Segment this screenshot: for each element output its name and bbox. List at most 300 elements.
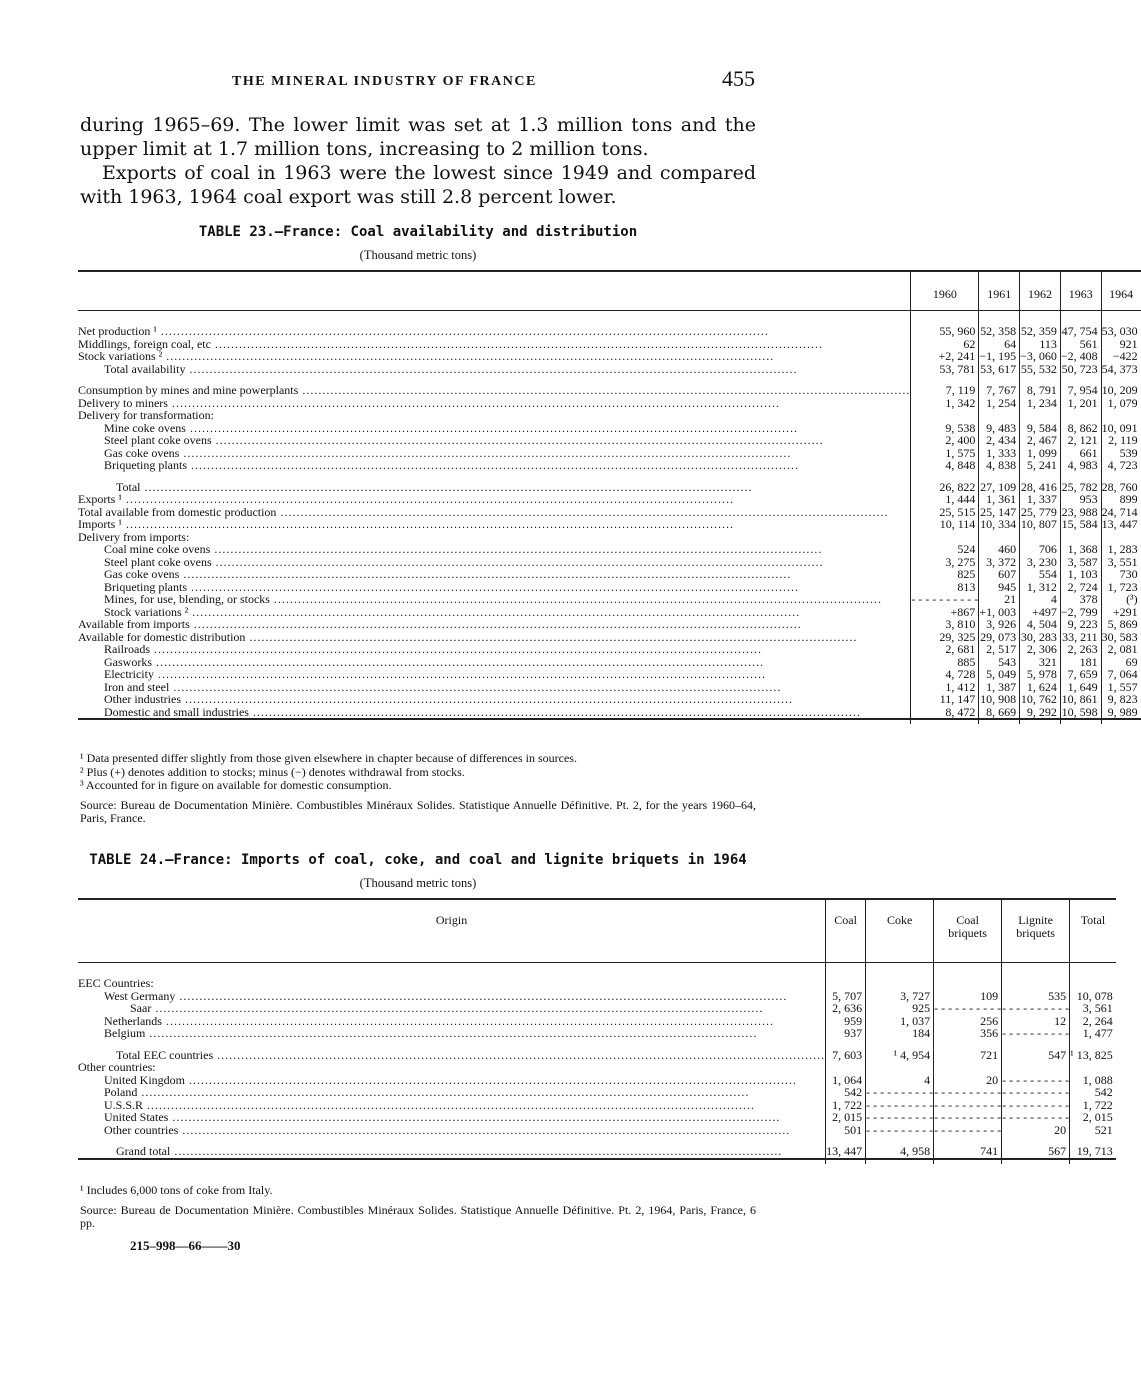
- table-cell: 4, 504: [1020, 618, 1061, 631]
- table-cell: 3, 587: [1060, 556, 1101, 569]
- table-row: [78, 1002, 1116, 1015]
- table-cell: 113: [1020, 338, 1061, 351]
- table-cell: 5, 707: [826, 990, 866, 1003]
- empty-cell-rule: - - - - - - - - - -: [1002, 1072, 1070, 1087]
- row-label-text: Delivery from imports:: [78, 529, 190, 544]
- table-cell: 1, 337: [1020, 493, 1061, 506]
- table-cell: 33, 211: [1060, 631, 1101, 644]
- table-cell: −3, 060: [1020, 350, 1061, 363]
- table-header-cell: 1962: [1020, 271, 1061, 311]
- table-row: [78, 706, 1141, 720]
- table-cell: 543: [979, 656, 1020, 669]
- table-cell: 925: [866, 1002, 934, 1015]
- table-header-cell: 1960: [911, 271, 979, 311]
- table-cell: 50, 723: [1060, 363, 1101, 376]
- table-cell: 13, 447: [1101, 518, 1141, 531]
- table-cell: 1, 723: [1101, 581, 1141, 594]
- table-cell: 3, 275: [911, 556, 979, 569]
- table-24-notes: [80, 1184, 756, 1231]
- table-cell: 23, 988: [1060, 506, 1101, 519]
- row-label-text: Total availability .....: [78, 363, 910, 376]
- table-row: [78, 618, 1141, 631]
- row-label-text: Other countries .....: [78, 1124, 825, 1137]
- table-cell: [866, 1061, 934, 1074]
- table-row: [78, 1027, 1116, 1040]
- empty-cell-rule: - - - - - - - - - -: [1002, 1085, 1070, 1099]
- table-cell: 29, 073: [979, 631, 1020, 644]
- table-cell: 10, 908: [979, 693, 1020, 706]
- table-cell: 4, 838: [979, 459, 1020, 472]
- table-cell: 730: [1101, 568, 1141, 581]
- table-cell: 945: [979, 581, 1020, 594]
- table-cell: 4, 723: [1101, 459, 1141, 472]
- table-cell: 8, 669: [979, 706, 1020, 720]
- table-cell: 1, 103: [1060, 568, 1101, 581]
- empty-cell-rule: - - - - - - - - - -: [934, 1085, 1002, 1099]
- table-cell: 2, 517: [979, 643, 1020, 656]
- table-cell: 356: [934, 1027, 1002, 1040]
- table-row: [78, 977, 1116, 990]
- row-label: [78, 593, 911, 606]
- table-cell: 542: [826, 1086, 866, 1099]
- table-cell: 542: [1070, 1086, 1116, 1099]
- table-row: [78, 1049, 1116, 1062]
- table-cell: 1, 444: [911, 493, 979, 506]
- table-header-cell: [78, 271, 911, 311]
- table-cell: 9, 292: [1020, 706, 1061, 720]
- table-cell: 1, 333: [979, 447, 1020, 460]
- footnote: ³ Accounted for in figure on available for domestic consumption.: [80, 778, 392, 792]
- table-row: [78, 693, 1141, 706]
- table-cell: 109: [934, 990, 1002, 1003]
- table-cell: 10, 091: [1101, 422, 1141, 435]
- table-cell: [934, 977, 1002, 990]
- row-label-text: Steel plant coke ovens .....: [78, 556, 910, 569]
- table-cell: −2, 799: [1060, 606, 1101, 619]
- table-cell: 953: [1060, 493, 1101, 506]
- table-cell: 378: [1060, 593, 1101, 606]
- table-cell: 2, 015: [826, 1111, 866, 1124]
- table-cell: [934, 1061, 1002, 1074]
- table-cell: [826, 977, 866, 990]
- table-cell: 8, 791: [1020, 384, 1061, 397]
- row-label-text: Steel plant coke ovens .....: [78, 434, 910, 447]
- table-cell: 10, 598: [1060, 706, 1101, 720]
- empty-cell-rule: - - - - - - - - - -: [934, 1110, 1002, 1124]
- table-cell: 5, 978: [1020, 668, 1061, 681]
- table-cell: 28, 416: [1020, 481, 1061, 494]
- table-cell: 524: [911, 543, 979, 556]
- row-label: [78, 977, 826, 990]
- table-cell: 13, 447: [826, 1145, 866, 1159]
- table-row: [78, 363, 1141, 376]
- table-cell: 460: [979, 543, 1020, 556]
- table-cell: 3, 810: [911, 618, 979, 631]
- table-cell: 2, 724: [1060, 581, 1101, 594]
- table-cell: 3, 926: [979, 618, 1020, 631]
- row-label-text: Gas coke ovens .....: [78, 568, 910, 581]
- row-label-text: Gasworks .....: [78, 656, 910, 669]
- table-row: [78, 543, 1141, 556]
- empty-cell-rule: - - - - - - - - - -: [1002, 1001, 1070, 1015]
- table-cell: 30, 583: [1101, 631, 1141, 644]
- empty-cell-rule: - - - - - - - - - -: [1002, 1097, 1070, 1112]
- table-cell: 53, 781: [911, 363, 979, 376]
- table-row: [78, 1145, 1116, 1159]
- row-label: [78, 459, 911, 472]
- table-cell: 741: [934, 1145, 1002, 1159]
- table-cell: +2, 241: [911, 350, 979, 363]
- table-cell: −1, 195: [979, 350, 1020, 363]
- table-cell: 7, 659: [1060, 668, 1101, 681]
- table-cell: [1002, 1027, 1070, 1040]
- table-header-cell: Coal briquets: [934, 899, 1002, 963]
- row-label: [78, 350, 911, 363]
- table-cell: 53, 030: [1101, 325, 1141, 338]
- table-cell: ¹ 13, 825: [1070, 1049, 1116, 1062]
- table-row: [78, 1124, 1116, 1137]
- table-cell: [934, 1124, 1002, 1137]
- row-label-text: Mine coke ovens .....: [78, 422, 910, 435]
- table-cell: 19, 713: [1070, 1145, 1116, 1159]
- table-cell: 2, 081: [1101, 643, 1141, 656]
- table-cell: 547: [1002, 1049, 1070, 1062]
- table-cell: 535: [1002, 990, 1070, 1003]
- table-header-cell: Total: [1070, 899, 1116, 963]
- table-cell: 9, 989: [1101, 706, 1141, 720]
- table-cell: 30, 283: [1020, 631, 1061, 644]
- row-label: [78, 1061, 826, 1074]
- table-cell: 937: [826, 1027, 866, 1040]
- row-label: [78, 518, 911, 531]
- table-cell: 1, 649: [1060, 681, 1101, 694]
- table-cell: 27, 109: [979, 481, 1020, 494]
- row-label: [78, 409, 911, 422]
- table-cell: 607: [979, 568, 1020, 581]
- table-row: [78, 325, 1141, 338]
- table-cell: 1, 254: [979, 397, 1020, 410]
- row-label: [78, 384, 911, 397]
- table-cell: 7, 767: [979, 384, 1020, 397]
- row-label: [78, 568, 911, 581]
- table-cell: 721: [934, 1049, 1002, 1062]
- table-cell: 62: [911, 338, 979, 351]
- row-label-text: Briqueting plants .....: [78, 459, 910, 472]
- row-label: [78, 363, 911, 376]
- table-row: [78, 350, 1141, 363]
- table-cell: 1, 088: [1070, 1074, 1116, 1087]
- row-label: [78, 668, 911, 681]
- row-label-text: Gas coke ovens .....: [78, 447, 910, 460]
- table-cell: 4, 983: [1060, 459, 1101, 472]
- body-paragraph: Exports of coal in 1963 were the lowest since 1949 and compared with 1963, 1964 coal export was still 2.8 percent lower.: [80, 162, 756, 208]
- empty-cell-rule: - - - - - - - - - -: [866, 1085, 934, 1099]
- table-cell: [1101, 409, 1141, 422]
- empty-cell-rule: - - - - - - - - - -: [866, 1110, 934, 1124]
- row-label-text: Poland .....: [78, 1086, 825, 1099]
- table-cell: 825: [911, 568, 979, 581]
- table-cell: 25, 782: [1060, 481, 1101, 494]
- table-cell: 501: [826, 1124, 866, 1137]
- table-row: [78, 1061, 1116, 1074]
- table-cell: 10, 334: [979, 518, 1020, 531]
- table-cell: 3, 561: [1070, 1002, 1116, 1015]
- row-label-text: Delivery to miners .....: [78, 397, 910, 410]
- row-label-text: Stock variations ² .....: [78, 350, 910, 363]
- table-row: [78, 397, 1141, 410]
- table-23-title: TABLE 23.—France: Coal availability and distribution: [198, 224, 638, 240]
- table-cell: 1, 368: [1060, 543, 1101, 556]
- table-cell: 9, 223: [1060, 618, 1101, 631]
- table-row: [78, 434, 1141, 447]
- table-cell: 1, 342: [911, 397, 979, 410]
- table-cell: 4: [866, 1074, 934, 1087]
- table-cell: 5, 049: [979, 668, 1020, 681]
- print-line: 215–998—66——30: [130, 1238, 241, 1253]
- source-note: Source: Bureau de Documentation Minière. Combustibles Minéraux Solides. Statistique Annuelle Définitive. Pt. 2, 1964, Paris, France, 6 pp.: [80, 1202, 756, 1230]
- table-cell: [1070, 1061, 1116, 1074]
- table-cell: 64: [979, 338, 1020, 351]
- table-cell: 2, 434: [979, 434, 1020, 447]
- row-label-text: Imports ¹ .....: [78, 518, 910, 531]
- table-cell: 7, 603: [826, 1049, 866, 1062]
- table-cell: 921: [1101, 338, 1141, 351]
- table-cell: 9, 538: [911, 422, 979, 435]
- table-cell: +291: [1101, 606, 1141, 619]
- row-label-text: Railroads .....: [78, 643, 910, 656]
- table-cell: 1, 064: [826, 1074, 866, 1087]
- table-cell: 10, 762: [1020, 693, 1061, 706]
- row-label-text: Total available from domestic production .....: [78, 506, 910, 519]
- footnote: ² Plus (+) denotes addition to stocks; minus (−) denotes withdrawal from stocks.: [80, 764, 465, 779]
- table-row: [78, 384, 1141, 397]
- row-label: [78, 1049, 826, 1062]
- table-cell: 10, 209: [1101, 384, 1141, 397]
- empty-cell-rule: - - - - - - - - - -: [911, 592, 979, 606]
- row-label: [78, 1124, 826, 1137]
- table-cell: 706: [1020, 543, 1061, 556]
- table-row: [78, 409, 1141, 422]
- table-cell: 10, 807: [1020, 518, 1061, 531]
- table-cell: 1, 387: [979, 681, 1020, 694]
- row-label-text: Net production ¹ .....: [78, 325, 910, 338]
- row-label-text: Saar .....: [78, 1002, 825, 1015]
- table-cell: 10, 078: [1070, 990, 1116, 1003]
- table-cell: 885: [911, 656, 979, 669]
- table-header-cell: Lignite briquets: [1002, 899, 1070, 963]
- table-row: [78, 493, 1141, 506]
- empty-cell-rule: - - - - - - - - - -: [934, 1097, 1002, 1112]
- table-cell: 321: [1020, 656, 1061, 669]
- empty-cell-rule: - - - - - - - - - -: [1002, 1110, 1070, 1124]
- row-label-text: Netherlands .....: [78, 1015, 825, 1028]
- row-label-text: Electricity .....: [78, 668, 910, 681]
- table-cell: 8, 862: [1060, 422, 1101, 435]
- table-cell: 3, 372: [979, 556, 1020, 569]
- table-cell: 69: [1101, 656, 1141, 669]
- table-cell: 9, 584: [1020, 422, 1061, 435]
- row-label-text: U.S.S.R .....: [78, 1099, 825, 1112]
- table-header-cell: 1961: [979, 271, 1020, 311]
- table-cell: 1, 234: [1020, 397, 1061, 410]
- row-label: [78, 693, 911, 706]
- body-paragraph: during 1965–69. The lower limit was set at 1.3 million tons and the upper limit at 1.7 million tons, increasing to 2 million tons.: [80, 114, 756, 160]
- body-text: [80, 113, 756, 209]
- row-label: [78, 325, 911, 338]
- table-cell: [866, 977, 934, 990]
- table-cell: +867: [911, 606, 979, 619]
- table-cell: 4: [1020, 593, 1061, 606]
- table-cell: 25, 779: [1020, 506, 1061, 519]
- table-cell: 20: [934, 1074, 1002, 1087]
- table-cell: [1002, 1002, 1070, 1015]
- table-cell: 20: [1002, 1124, 1070, 1137]
- row-label: [78, 1002, 826, 1015]
- table-cell: 2, 015: [1070, 1111, 1116, 1124]
- table-cell: 899: [1101, 493, 1141, 506]
- row-label-text: United Kingdom .....: [78, 1074, 825, 1087]
- table-cell: 11, 147: [911, 693, 979, 706]
- empty-cell-rule: - - - - - - - - - -: [1002, 1026, 1070, 1040]
- table-cell: 2, 636: [826, 1002, 866, 1015]
- table-cell: 8, 472: [911, 706, 979, 720]
- empty-cell-rule: - - - - - - - - - -: [934, 1122, 1002, 1137]
- row-label-text: Grand total .....: [78, 1145, 825, 1158]
- table-cell: 29, 325: [911, 631, 979, 644]
- table-cell: 2, 681: [911, 643, 979, 656]
- row-label-text: Mines, for use, blending, or stocks .....: [78, 593, 910, 606]
- table-cell: [1060, 409, 1101, 422]
- table-cell: [911, 593, 979, 606]
- row-label-text: Stock variations ² .....: [78, 606, 910, 619]
- table-cell: 5, 869: [1101, 618, 1141, 631]
- table-24-title: TABLE 24.—France: Imports of coal, coke, and coal and lignite briquets in 1964: [89, 852, 747, 868]
- row-label-text: Total EEC countries .....: [78, 1049, 825, 1062]
- table-cell: 2, 264: [1070, 1015, 1116, 1028]
- footnote: ¹ Includes 6,000 tons of coke from Italy.: [80, 1183, 273, 1197]
- table-cell: 1, 624: [1020, 681, 1061, 694]
- table-cell: 52, 359: [1020, 325, 1061, 338]
- table-cell: 3, 551: [1101, 556, 1141, 569]
- running-head: [80, 62, 755, 102]
- table-cell: 10, 861: [1060, 693, 1101, 706]
- table-24-subtitle: (Thousand metric tons): [359, 876, 477, 890]
- table-row: [78, 518, 1141, 531]
- table-cell: 1, 557: [1101, 681, 1141, 694]
- row-label-text: Domestic and small industries .....: [78, 706, 910, 719]
- table-cell: [1002, 977, 1070, 990]
- footnote: ¹ Data presented differ slightly from those given elsewhere in chapter because of differences in sources.: [80, 751, 577, 765]
- table-cell: 567: [1002, 1145, 1070, 1159]
- table-cell: [1002, 1111, 1070, 1124]
- table-cell: +497: [1020, 606, 1061, 619]
- row-label: [78, 493, 911, 506]
- row-label: [78, 1145, 826, 1159]
- table-cell: 521: [1070, 1124, 1116, 1137]
- table-cell: +1, 003: [979, 606, 1020, 619]
- row-label-text: Total .....: [78, 481, 910, 494]
- source-note: Source: Bureau de Documentation Minière. Combustibles Minéraux Solides. Statistique Annuelle Définitive. Pt. 2, for the years 1960–64, Paris, France.: [80, 797, 756, 825]
- table-23-notes: [80, 752, 756, 826]
- table-cell: 5, 241: [1020, 459, 1061, 472]
- table-header-cell: 1963: [1060, 271, 1101, 311]
- table-cell: 4, 728: [911, 668, 979, 681]
- table-cell: 52, 358: [979, 325, 1020, 338]
- row-label-text: EEC Countries:: [78, 976, 154, 990]
- table-cell: 184: [866, 1027, 934, 1040]
- table-cell: 15, 584: [1060, 518, 1101, 531]
- empty-cell-rule: - - - - - - - - - -: [866, 1122, 934, 1137]
- row-label-text: Iron and steel .....: [78, 681, 910, 694]
- table-cell: [911, 409, 979, 422]
- table-cell: 554: [1020, 568, 1061, 581]
- table-cell: 25, 515: [911, 506, 979, 519]
- table-cell: 813: [911, 581, 979, 594]
- row-label-text: Briqueting plants .....: [78, 581, 910, 594]
- table-cell: ¹ 4, 954: [866, 1049, 934, 1062]
- row-label-text: Other countries:: [78, 1060, 156, 1074]
- table-row: [78, 668, 1141, 681]
- row-label-text: Available for domestic distribution .....: [78, 631, 910, 644]
- table-cell: 539: [1101, 447, 1141, 460]
- table-23: [78, 270, 1141, 724]
- table-cell: 28, 760: [1101, 481, 1141, 494]
- table-cell: 1, 201: [1060, 397, 1101, 410]
- table-cell: 1, 477: [1070, 1027, 1116, 1040]
- table-cell: 2, 306: [1020, 643, 1061, 656]
- row-label-text: Coal mine coke ovens .....: [78, 543, 910, 556]
- table-cell: 2, 467: [1020, 434, 1061, 447]
- table-cell: 4, 848: [911, 459, 979, 472]
- table-cell: 25, 147: [979, 506, 1020, 519]
- table-cell: 181: [1060, 656, 1101, 669]
- table-cell: 256: [934, 1015, 1002, 1028]
- table-row: [78, 643, 1141, 656]
- running-title: THE MINERAL INDUSTRY OF FRANCE: [232, 74, 537, 89]
- empty-cell-rule: - - - - - - - - - -: [934, 1001, 1002, 1015]
- row-label-text: Other industries .....: [78, 693, 910, 706]
- table-cell: 1, 037: [866, 1015, 934, 1028]
- table-cell: 959: [826, 1015, 866, 1028]
- table-cell: 561: [1060, 338, 1101, 351]
- row-label-text: West Germany .....: [78, 990, 825, 1003]
- table-cell: 1, 722: [826, 1099, 866, 1112]
- table-cell: 1, 412: [911, 681, 979, 694]
- row-label: [78, 1027, 826, 1040]
- row-label: [78, 706, 911, 720]
- row-label-text: Consumption by mines and mine powerplants .....: [78, 384, 910, 397]
- table-cell: 53, 617: [979, 363, 1020, 376]
- table-cell: −2, 408: [1060, 350, 1101, 363]
- table-cell: [826, 1061, 866, 1074]
- table-cell: 7, 064: [1101, 668, 1141, 681]
- table-header-cell: Coal: [826, 899, 866, 963]
- table-cell: 12: [1002, 1015, 1070, 1028]
- table-row: [78, 568, 1141, 581]
- row-label: [78, 543, 911, 556]
- table-cell: 1, 099: [1020, 447, 1061, 460]
- table-cell: (³): [1101, 593, 1141, 606]
- table-cell: [934, 1002, 1002, 1015]
- table-cell: 9, 483: [979, 422, 1020, 435]
- table-cell: [979, 409, 1020, 422]
- table-cell: 9, 823: [1101, 693, 1141, 706]
- table-cell: −422: [1101, 350, 1141, 363]
- row-label-text: Exports ¹ .....: [78, 493, 910, 506]
- table-cell: 26, 822: [911, 481, 979, 494]
- table-cell: 24, 714: [1101, 506, 1141, 519]
- table-row: [78, 593, 1141, 606]
